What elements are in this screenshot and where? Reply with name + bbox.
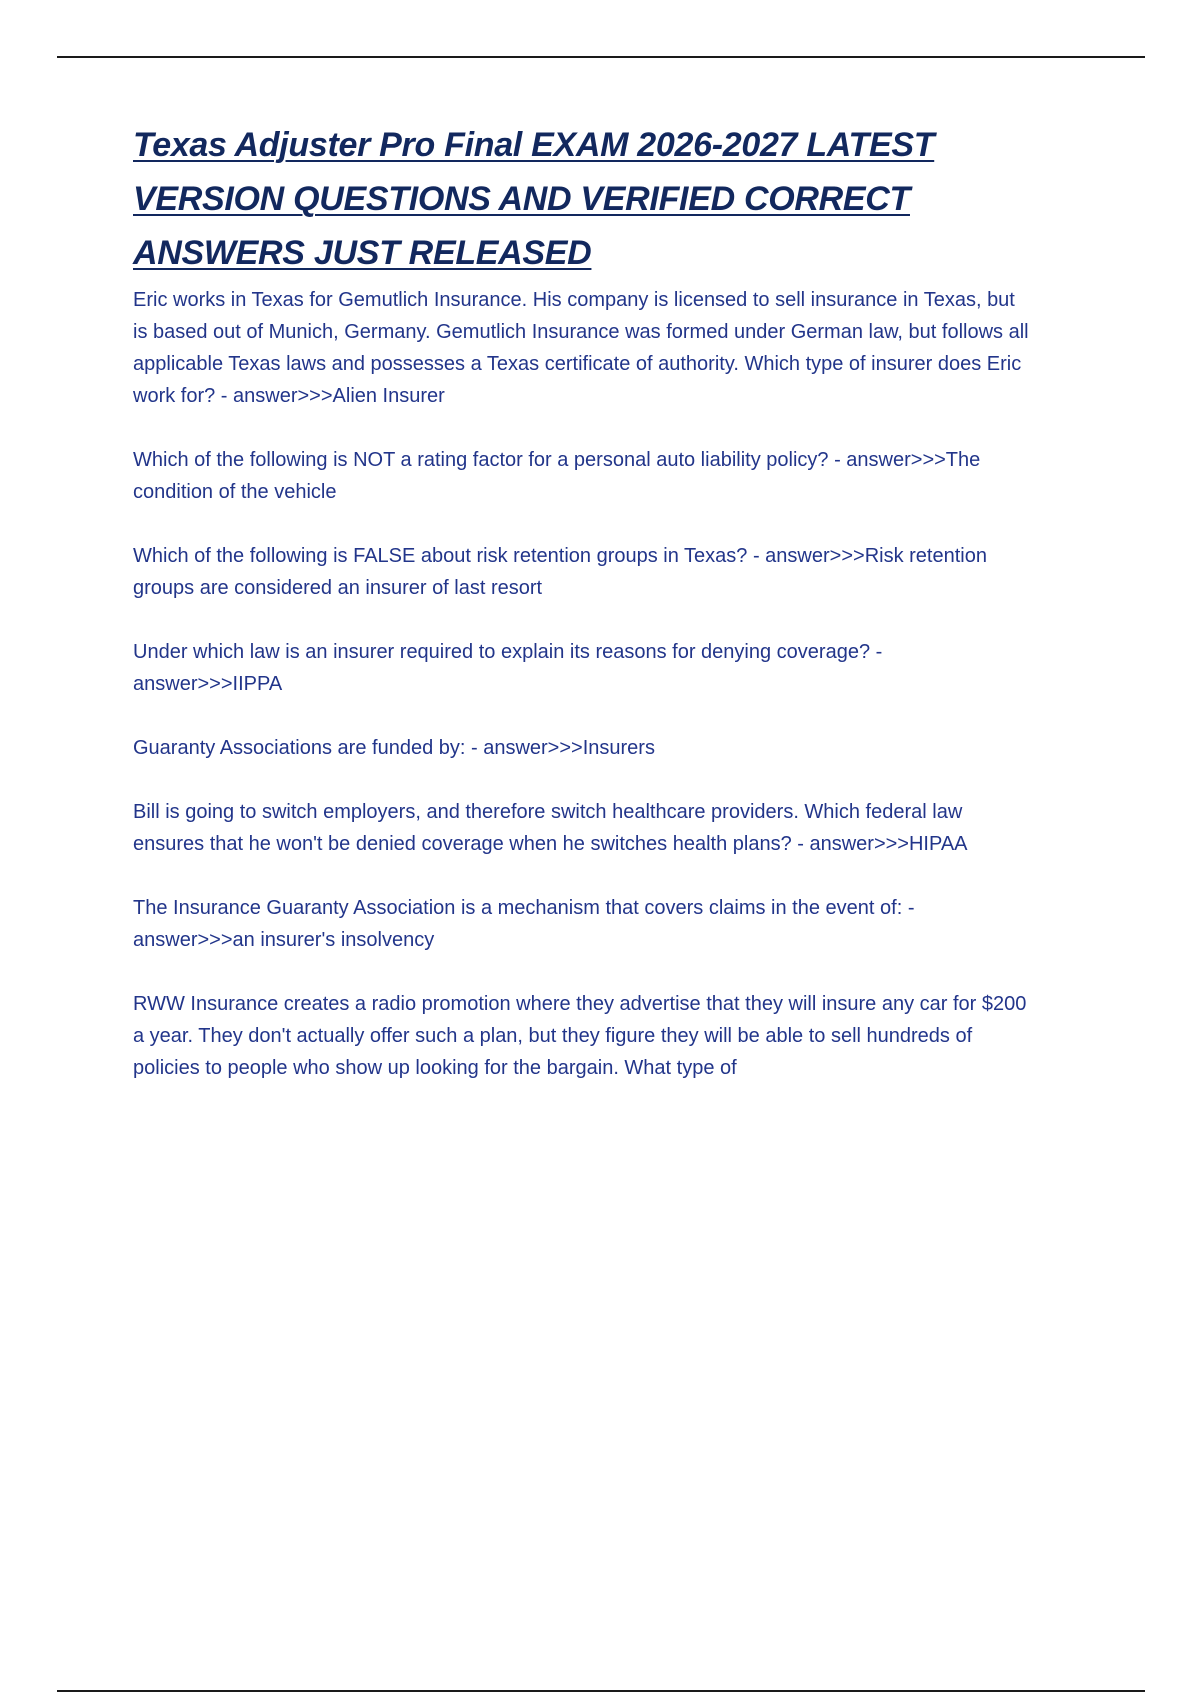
qa-entry: The Insurance Guaranty Association is a mechanism that covers claims in the event of: - answer>>>an insurer's insolvency — [133, 897, 915, 951]
qa-entry: Bill is going to switch employers, and therefore switch healthcare providers. Which federal law ensures that he won't be denied coverage when he switches health plans? - answer>>>HIPAA — [133, 801, 968, 855]
header-rule — [57, 56, 1145, 58]
footer-rule — [57, 1690, 1145, 1692]
qa-entry: Which of the following is NOT a rating factor for a personal auto liability policy? - answer>>>The condition of the vehicle — [133, 449, 981, 503]
qa-entry: Which of the following is FALSE about risk retention groups in Texas? - answer>>>Risk retention groups are considered an insurer of last resort — [133, 545, 987, 599]
qa-entry: RWW Insurance creates a radio promotion where they advertise that they will insure any car for $200 a year. They don't actually offer such a plan, but they figure they will be able to sell hundreds of policies to people who show up looking for the bargain. What type of — [133, 993, 1027, 1079]
qa-entry: Guaranty Associations are funded by: - answer>>>Insurers — [133, 737, 655, 759]
qa-entry: Under which law is an insurer required to explain its reasons for denying coverage? - answer>>>IIPPA — [133, 641, 883, 695]
qa-entry: Eric works in Texas for Gemutlich Insurance. His company is licensed to sell insurance in Texas, but is based out of Munich, Germany. Gemutlich Insurance was formed under German law, but follows all applicable Texas laws and possesses a Texas certificate of authority. Which type of insurer does Eric work for? - answer>>>Alien Insurer — [133, 289, 1029, 407]
document-body — [133, 118, 1033, 1116]
document-title: Texas Adjuster Pro Final EXAM 2026-2027 LATEST VERSION QUESTIONS AND VERIFIED CORRECT ANSWERS JUST RELEASED — [133, 126, 935, 272]
